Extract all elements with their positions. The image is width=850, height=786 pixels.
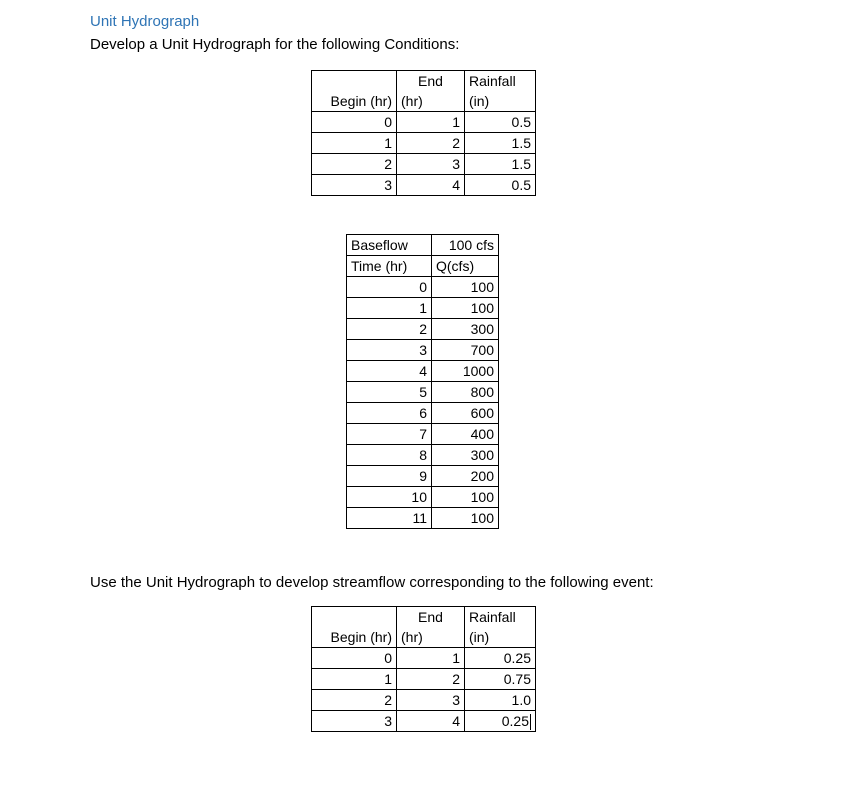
q-cell: 100 [432,277,499,298]
table-row [312,690,536,711]
rainfall-header: Rainfall (in) [465,607,536,648]
begin-cell: 2 [312,154,397,175]
q-cell: 300 [432,445,499,466]
time-cell: 2 [347,319,432,340]
table-row [347,466,499,487]
begin-cell: 2 [312,690,397,711]
time-cell: 7 [347,424,432,445]
table-row [347,445,499,466]
q-cell: 1000 [432,361,499,382]
table-row [347,487,499,508]
q-cell: 700 [432,340,499,361]
event-text: Use the Unit Hydrograph to develop streamflow corresponding to the following event: [90,574,654,591]
end-cell: 4 [397,711,465,732]
time-cell: 3 [347,340,432,361]
time-cell: 8 [347,445,432,466]
q-cell: 400 [432,424,499,445]
text-cursor [530,714,531,730]
end-cell: 1 [397,648,465,669]
table-row [347,424,499,445]
end-cell: 2 [397,669,465,690]
rain-cell: 0.5 [465,112,536,133]
table-row [312,711,536,732]
begin-header: Begin (hr) [312,71,397,112]
rain-cell[interactable] [465,711,536,732]
page-title: Unit Hydrograph [90,13,200,30]
table-row [312,648,536,669]
q-cell: 100 [432,298,499,319]
conditions-table [311,70,536,196]
baseflow-label: Baseflow [347,235,432,256]
time-header: Time (hr) [347,256,432,277]
q-cell: 600 [432,403,499,424]
table-row [347,508,499,529]
end-header: End (hr) [397,607,465,648]
table-row [347,382,499,403]
table-row [347,403,499,424]
begin-cell: 3 [312,711,397,732]
end-cell: 2 [397,133,465,154]
baseflow-value: 100 cfs [432,235,499,256]
table-row [347,277,499,298]
table-row [312,133,536,154]
time-cell: 5 [347,382,432,403]
end-cell: 3 [397,154,465,175]
rain-cell: 0.25 [465,648,536,669]
time-cell: 10 [347,487,432,508]
q-cell: 800 [432,382,499,403]
end-cell: 1 [397,112,465,133]
q-cell: 100 [432,487,499,508]
time-cell: 0 [347,277,432,298]
begin-cell: 1 [312,133,397,154]
q-cell: 100 [432,508,499,529]
q-cell: 200 [432,466,499,487]
begin-cell: 3 [312,175,397,196]
time-cell: 1 [347,298,432,319]
rain-cell: 1.5 [465,154,536,175]
rainfall-header: Rainfall (in) [465,71,536,112]
begin-cell: 1 [312,669,397,690]
end-cell: 4 [397,175,465,196]
rain-cell-value: 0.25 [501,713,529,729]
rain-cell: 0.75 [465,669,536,690]
begin-cell: 0 [312,112,397,133]
table-row [312,112,536,133]
table-row [312,154,536,175]
table-row [347,319,499,340]
table-row [347,298,499,319]
unit-hydrograph-table [346,234,499,529]
rain-cell: 1.0 [465,690,536,711]
q-cell: 300 [432,319,499,340]
table-row [347,361,499,382]
end-cell: 3 [397,690,465,711]
end-header: End (hr) [397,71,465,112]
begin-header: Begin (hr) [312,607,397,648]
begin-cell: 0 [312,648,397,669]
intro-text: Develop a Unit Hydrograph for the following Conditions: [90,36,460,53]
table-row [312,175,536,196]
time-cell: 9 [347,466,432,487]
table-row [312,669,536,690]
time-cell: 11 [347,508,432,529]
event-table [311,606,536,732]
time-cell: 6 [347,403,432,424]
time-cell: 4 [347,361,432,382]
rain-cell: 1.5 [465,133,536,154]
table-row [347,340,499,361]
q-header: Q(cfs) [432,256,499,277]
rain-cell: 0.5 [465,175,536,196]
